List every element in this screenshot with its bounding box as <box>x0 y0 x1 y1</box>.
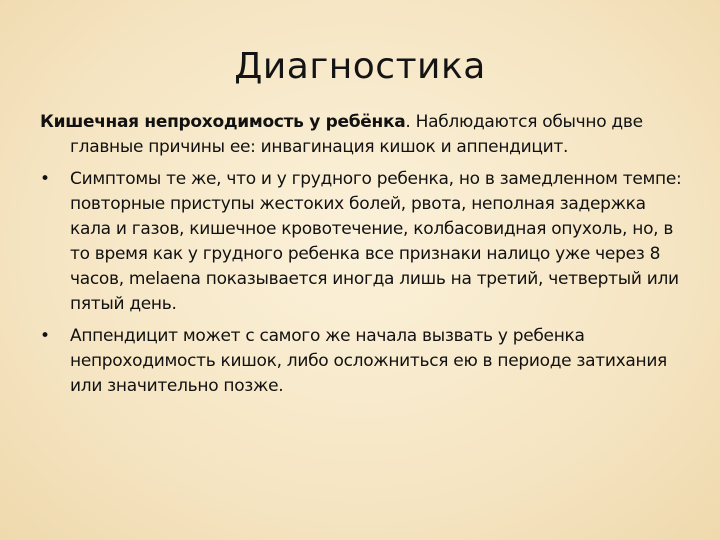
slide-title: Диагностика <box>234 46 486 87</box>
intro-text: . Наблюдаются обычно две главные причины ее: инвагинация кишок и аппендицит. <box>70 112 643 157</box>
bullet-item-symptoms <box>40 167 690 317</box>
intro-paragraph <box>40 110 690 160</box>
bullet-text: Симптомы те же, что и у грудного ребенка, но в замедленном темпе: повторные приступы жестоких болей, рвота, неполная задержка кала и газов, кишечное кровотечение, колбасовидная опухоль, но, в то время как у грудного ребенка все признаки налицо уже через 8 часов, melaena показывается иногда лишь на третий, четвертый или пятый день. <box>70 169 682 314</box>
slide-body <box>40 110 690 406</box>
bullet-icon: • <box>40 326 50 346</box>
bullet-icon: • <box>40 169 50 189</box>
intro-lead: Кишечная непроходимость у ребёнка <box>40 112 406 132</box>
bullet-item-appendicitis <box>40 324 690 399</box>
bullet-text: Аппендицит может с самого же начала вызвать у ребенка непроходимость кишок, либо осложниться ею в периоде затихания или значительно позже. <box>70 326 667 396</box>
